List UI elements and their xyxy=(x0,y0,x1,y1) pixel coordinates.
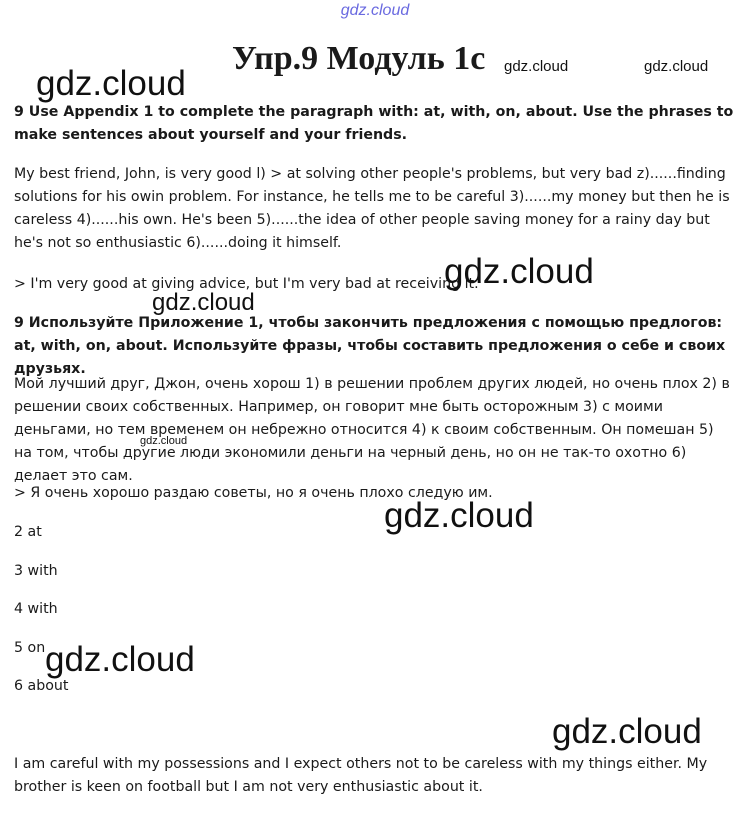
task-example-en: > I'm very good at giving advice, but I'm very bad at receiving it. xyxy=(14,276,479,292)
watermark: gdz.cloud xyxy=(552,712,702,751)
answer-item: 4 with xyxy=(14,601,58,617)
watermark: gdz.cloud xyxy=(152,289,255,316)
task-instruction-ru: 9 Используйте Приложение 1, чтобы закончить предложения с помощью предлогов: at, with, on, about. Используйте фразы, чтобы составить предложения о себе и своих друзьях. xyxy=(14,315,726,377)
watermark: gdz.cloud xyxy=(384,496,534,535)
answer-item: 3 with xyxy=(14,563,58,579)
watermark: gdz.cloud xyxy=(45,640,195,679)
watermark: gdz.cloud xyxy=(140,435,188,447)
task-instruction-en: 9 Use Appendix 1 to complete the paragraph with: at, with, on, about. Use the phrases to make sentences about yourself and your friends. xyxy=(14,104,734,143)
task-paragraph-en: My best friend, John, is very good l) > at solving other people's problems, but very bad z)......finding solutions for his owin problem. For instance, he tells me to be careful 3)......my money but then he is careless 4)......his own. He's been 5)......the idea of other people saving money for a rainy day but he's not so enthusiastic 6)......doing it himself. xyxy=(14,166,730,251)
site-logo[interactable]: gdz.cloud xyxy=(340,2,410,19)
watermark: gdz.cloud xyxy=(504,58,569,75)
watermark: gdz.cloud xyxy=(644,58,709,75)
task-paragraph-ru: Мой лучший друг, Джон, очень хорош 1) в решении проблем других людей, но очень плох 2) в решении своих собственных. Например, он говорит мне быть осторожным 3) с моими деньгами, но тем временем он небрежно относится 4) к своим собственным. Он помешан 5) на том, чтобы другие люди экономили деньги на черный день, но он не так-то охотно 6) делает это сам. xyxy=(14,376,730,484)
watermark: gdz.cloud xyxy=(444,252,594,291)
page-title: Упр.9 Модуль 1с xyxy=(232,40,486,77)
answer-item: 5 on xyxy=(14,640,46,656)
task-example-ru: > Я очень хорошо раздаю советы, но я очень плохо следую им. xyxy=(14,485,493,501)
answer-item: 6 about xyxy=(14,678,69,694)
answer-sentences: I am careful with my possessions and I expect others not to be careless with my things either. My brother is keen on football but I am not very enthusiastic about it. xyxy=(14,756,708,795)
watermark: gdz.cloud xyxy=(36,64,186,103)
answer-item: 2 at xyxy=(14,524,42,540)
